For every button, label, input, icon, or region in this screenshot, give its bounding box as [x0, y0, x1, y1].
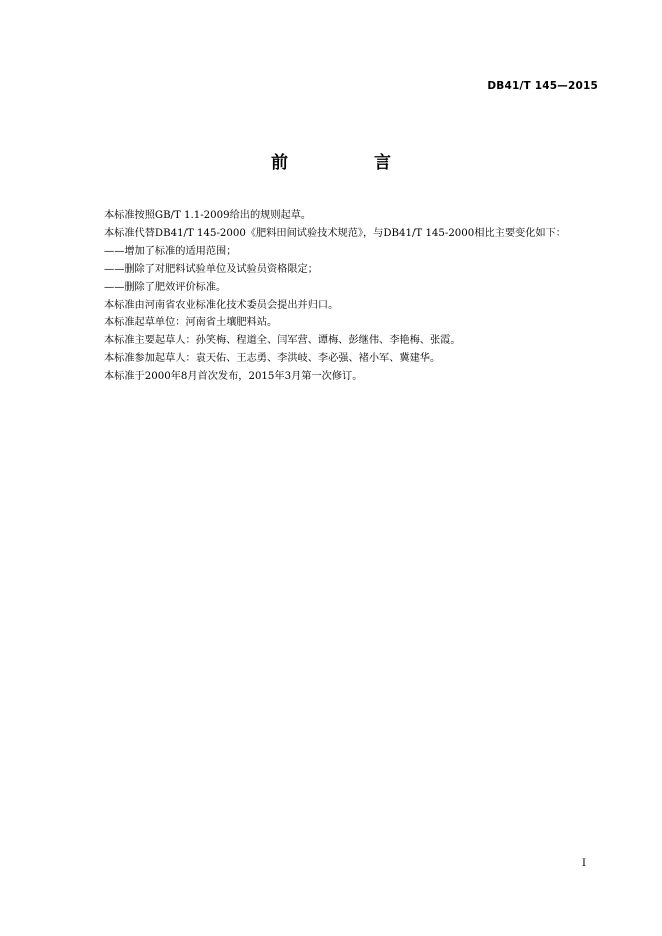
- foreword-line: 本标准于2000年8月首次发布，2015年3月第一次修订。: [104, 371, 363, 383]
- foreword-line: 本标准代替DB41/T 145-2000《肥料田间试验技术规范》，与DB41/T 145-2000相比主要变化如下：: [104, 227, 566, 239]
- foreword-line: 本标准主要起草人：孙笑梅、程道全、闫军营、谭梅、彭继伟、李艳梅、张霞。: [104, 335, 461, 347]
- page-number: I: [582, 858, 586, 869]
- foreword-line: 本标准由河南省农业标准化技术委员会提出并归口。: [104, 299, 339, 311]
- foreword-line: ——增加了标准的适用范围；: [104, 245, 237, 257]
- foreword-line: ——删除了对肥料试验单位及试验员资格限定；: [104, 263, 318, 275]
- foreword-line: 本标准按照GB/T 1.1-2009给出的规则起草。: [104, 210, 312, 221]
- page-title: 前 言: [271, 153, 431, 173]
- foreword-line: 本标准起草单位：河南省土壤肥料站。: [104, 317, 278, 329]
- foreword-body: [104, 207, 604, 386]
- foreword-line: ——删除了肥效评价标准。: [104, 281, 227, 293]
- standard-code: DB41/T 145—2015: [487, 80, 598, 92]
- foreword-line: 本标准参加起草人：袁天佑、王志勇、李洪岐、李必强、褚小军、冀建华。: [104, 353, 441, 365]
